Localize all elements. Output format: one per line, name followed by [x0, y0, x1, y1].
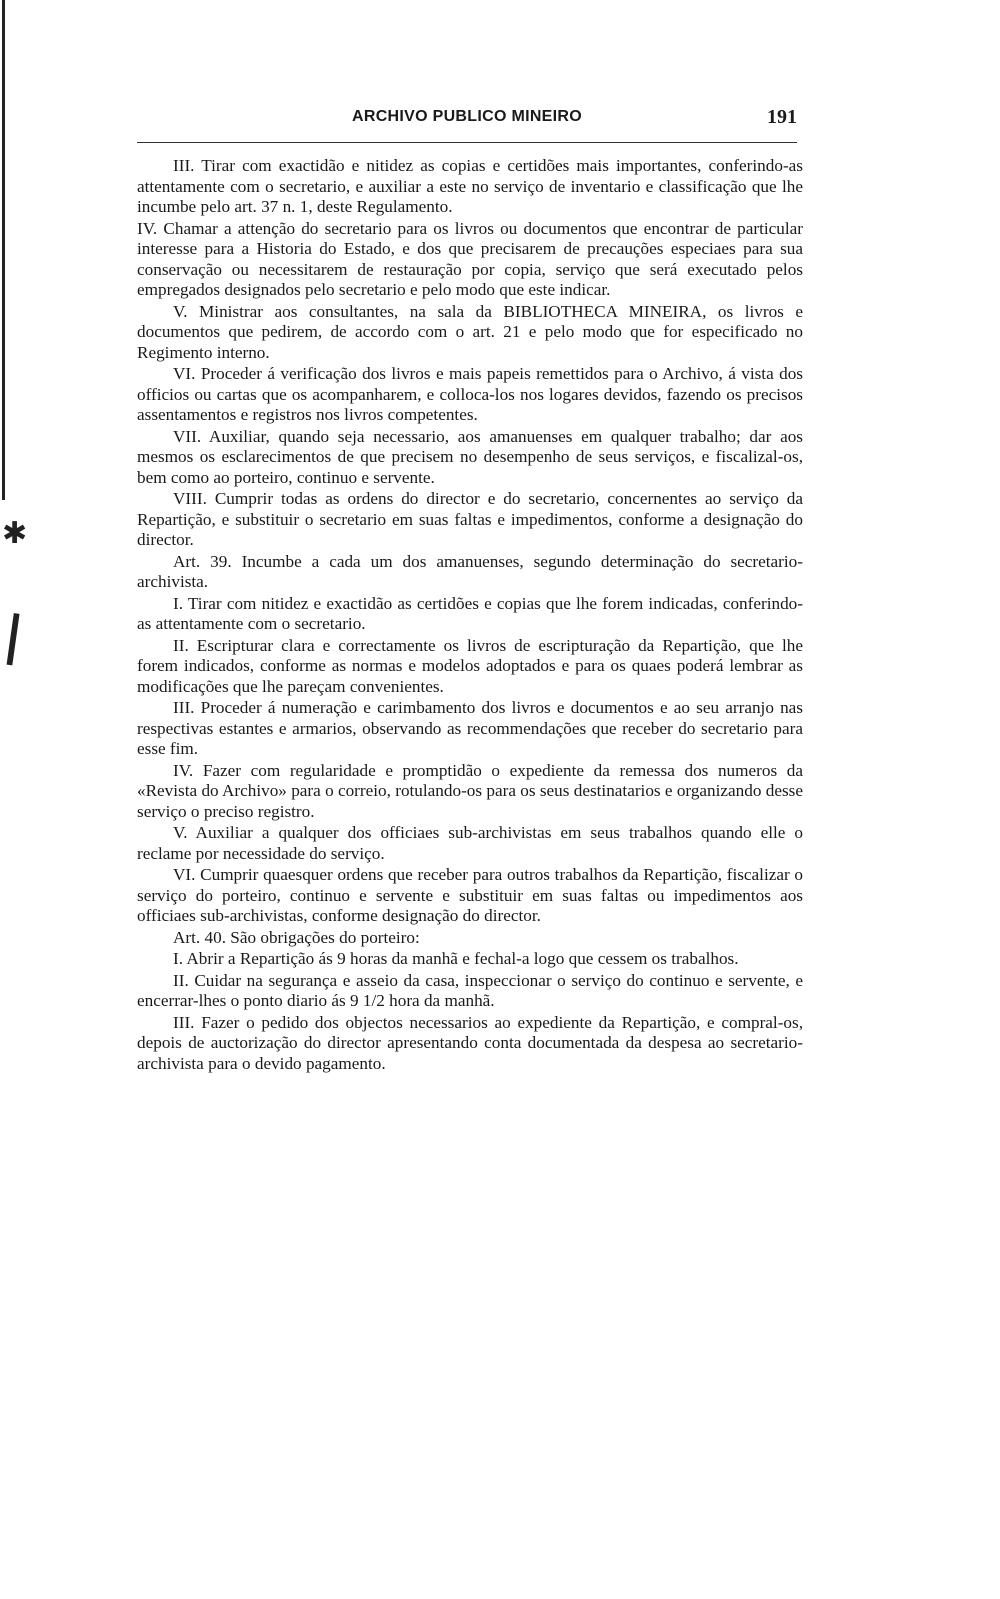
running-title: ARCHIVO PUBLICO MINEIRO: [351, 108, 583, 125]
body-text: [137, 156, 803, 1075]
page-number: 191: [767, 106, 797, 128]
paragraph: Art. 40. São obrigações do porteiro:: [173, 927, 420, 947]
paragraph: III. Tirar com exactidão e nitidez as copias e certidões mais importantes, conferindo-as attentamente com o secretario, e auxiliar a este no serviço de inventario e classificação que lhe incumbe pelo art. 37 n. 1, deste Regulamento.: [137, 156, 803, 216]
paragraph: II. Cuidar na segurança e asseio da casa, inspeccionar o serviço do continuo e servente, e encerrar-lhes o ponto diario ás 9 1/2 hora da manhã.: [137, 970, 803, 1010]
paragraph: VIII. Cumprir todas as ordens do director e do secretario, concernentes ao serviço da Repartição, e substituir o secretario em suas faltas e impedimentos, conforme a designação do director.: [137, 489, 803, 549]
paragraph: Art. 39. Incumbe a cada um dos amanuenses, segundo determinação do secretario-archivista.: [137, 551, 803, 591]
paragraph: I. Abrir a Repartição ás 9 horas da manhã e fechal-a logo que cessem os trabalhos.: [173, 949, 739, 968]
paragraph: IV. Chamar a attenção do secretario para os livros ou documentos que encontrar de particular interesse para a Historia do Estado, e dos que precisarem de precauções especiaes para sua conservação ou necessitarem de restauração por copia, serviço que será executado pelos empregados designados pelo secretario e pelo modo que este indicar.: [137, 218, 803, 299]
header-rule: [137, 142, 797, 143]
paragraph: V. Ministrar aos consultantes, na sala da BIBLIOTHECA MINEIRA, os livros e documentos que pedirem, de accordo com o art. 21 e pelo modo que for especificado no Regimento interno.: [137, 301, 803, 362]
margin-mark: |: [0, 604, 28, 668]
paragraph: III. Proceder á numeração e carimbamento dos livros e documentos e ao seu arranjo nas respectivas estantes e armarios, observando as recommendações que receber do secretario para esse fim.: [137, 698, 803, 758]
paragraph: VI. Proceder á verificação dos livros e mais papeis remettidos para o Archivo, á vista dos officios ou cartas que os acompanharem, e colloca-los nos logares devidos, fazendo os precisos assentamentos e registros nos livros competentes.: [137, 364, 803, 424]
paragraph: VII. Auxiliar, quando seja necessario, aos amanuenses em qualquer trabalho; dar aos mesmos os esclarecimentos de que precisem no desempenho de seus serviços, e fiscalizal-os, bem como ao porteiro, continuo e servente.: [137, 426, 803, 487]
paragraph: V. Auxiliar a qualquer dos officiaes sub-archivistas em seus trabalhos quando elle o reclame por necessidade do serviço.: [137, 823, 803, 863]
binding-edge-line: [2, 0, 5, 500]
paragraph: III. Fazer o pedido dos objectos necessarios ao expediente da Repartição, e compral-os, depois de auctorização do director apresentando conta documentada da despesa ao secretario-archivista para o devido pagamento.: [137, 1012, 803, 1073]
margin-mark: ✱: [2, 516, 28, 551]
page-header: [137, 108, 797, 138]
paragraph: VI. Cumprir quaesquer ordens que receber para outros trabalhos da Repartição, fiscalizar o serviço do porteiro, continuo e servente e substituir em suas faltas ou impedimentos aos officiaes sub-archivistas, conforme designação do director.: [137, 865, 803, 925]
paragraph: I. Tirar com nitidez e exactidão as certidões e copias que lhe forem indicadas, conferindo-as attentamente com o secretario.: [137, 593, 803, 633]
paragraph: II. Escripturar clara e correctamente os livros de escripturação da Repartição, que lhe forem indicados, conforme as normas e modelos adoptados e para os quaes poderá lembrar as modificações que lhe pareçam convenientes.: [137, 635, 803, 696]
paragraph: IV. Fazer com regularidade e promptidão o expediente da remessa dos numeros da «Revista do Archivo» para o correio, rotulando-os para os seus destinatarios e organizando desse serviço o preciso registro.: [137, 760, 803, 821]
